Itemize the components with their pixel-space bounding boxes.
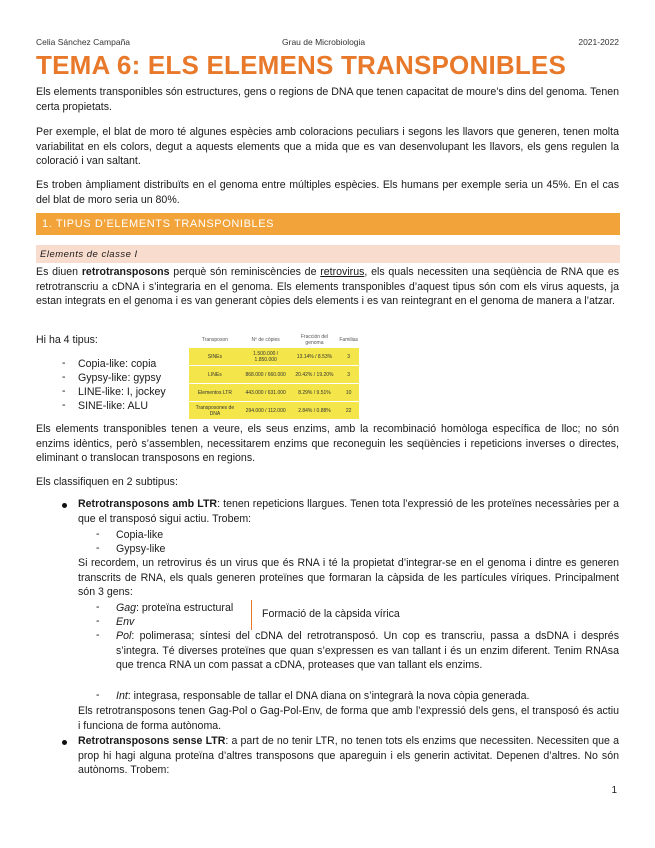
table-cell: 294.000 / 112.000 — [241, 402, 291, 420]
table-cell: 2.84% / 0.88% — [291, 402, 339, 420]
table-header-row — [189, 333, 359, 348]
noltr-paragraph — [78, 734, 619, 778]
table-cell: 3 — [338, 366, 359, 384]
int-name: Int — [116, 690, 128, 702]
type-item-gypsy: Gypsy-like: gypsy — [78, 372, 162, 384]
table-row — [189, 348, 359, 366]
dash-marker: - — [96, 615, 100, 627]
table-header-cell: Nº de còpies — [241, 333, 291, 348]
enzymes-paragraph: Els elements transponibles tenen a veure, els seus enzims, amb la recombinació homòloga específica de lloc; no són enzims idèntics, però s’assemblen, necessitarem enzims que reconeguin les seqüències i repeticions inverses o directes, eliminant o translocan transposons en regions. — [36, 423, 619, 465]
dash-marker: - — [62, 385, 66, 397]
table-cell: 868.000 / 660.000 — [241, 366, 291, 384]
table-cell: Elementos LTR — [189, 384, 241, 402]
ltr-item-gypsy: Gypsy-like — [116, 543, 166, 555]
gene-int — [116, 689, 529, 703]
table-header-cell: Transposon — [189, 333, 241, 348]
type-item-copia: Copia-like: copia — [78, 358, 157, 370]
retrovirus-link[interactable]: retrovirus — [320, 266, 365, 278]
table-cell: 13.14% / 8.53% — [291, 348, 339, 366]
noltr-text: : a part de no tenir LTR, no tenen tots els enzims que necessiten. Necessiten que a prop hi hagi alguna proteïna d’altres transposons que apareguin i els generin activitat. Depenen d’altres. No són autònoms. Trobem: — [78, 735, 619, 777]
intro-paragraph-2: Per exemple, el blat de moro té algunes espècies amb coloracions peculiars i segons les llavors que generen, tenen molta variabilitat en els colors, degut a aquests elements que a mida que es van desenvolupant les llavors, els gens regulen la coloració i van saltant. — [36, 126, 619, 168]
dash-marker: - — [96, 601, 100, 613]
dash-marker: - — [96, 689, 100, 701]
pol-text: : polimerasa; síntesi del cDNA del retrotransposó. Un cop es transcriu, passa a dsDNA i després s’integra. Té diverses proteïnes que quan s’expressen es van tallant i és un enzim diferent. Tenim RNAsa que trenca RNA un com passat a cDNA, proteases que van tallant els enzims. — [116, 630, 619, 672]
dash-marker: - — [96, 629, 100, 641]
class1-lead: Es diuen — [36, 266, 79, 278]
header-year: 2021-2022 — [578, 37, 619, 47]
table-cell: 1.500.000 / 1.850.000 — [241, 348, 291, 366]
gene-pol — [116, 629, 619, 673]
ltr-text: : tenen repeticions llargues. Tenen tota l’expressió de les proteïnes necessàries per a que el transposó sigui actiu. Trobem: — [78, 498, 619, 525]
gene-env — [116, 615, 134, 629]
class1-paragraph — [36, 265, 619, 309]
table-row — [189, 384, 359, 402]
subsection-heading: Elements de classe I — [40, 249, 138, 260]
table-header-cell: Fracción del genoma — [291, 333, 339, 348]
intro-paragraph-3: Es troben àmpliament distribuïts en el genoma entre múltiples espècies. Els humans per exemple seria un 45%. En el cas del blat de moro seria un 80%. — [36, 179, 619, 206]
dash-marker: - — [62, 357, 66, 369]
gag-name: Gag — [116, 602, 137, 614]
ltr-paragraph — [78, 497, 619, 526]
dash-marker: - — [62, 371, 66, 383]
dash-marker: - — [62, 399, 66, 411]
class1-mid: perquè són reminiscències de — [173, 266, 317, 278]
table-cell: 10 — [338, 384, 359, 402]
subsection-heading-band — [36, 245, 620, 263]
header-author: Celia Sánchez Campaña — [36, 37, 131, 47]
section-heading-band — [36, 213, 620, 235]
table-cell: SINEs — [189, 348, 241, 366]
page-number: 1 — [611, 785, 617, 796]
type-item-sine: SINE-like: ALU — [78, 400, 149, 412]
table-cell: 22 — [338, 402, 359, 420]
int-text: : integrasa, responsable de tallar el DNA diana on s’integrarà la nova còpia generada. — [127, 690, 530, 702]
table-cell: 20.42% / 19.20% — [291, 366, 339, 384]
subtypes-heading: Els classifiquen en 2 subtipus: — [36, 476, 178, 488]
brace-note: Formació de la càpsida vírica — [262, 608, 400, 620]
brace-bracket — [251, 600, 258, 630]
pol-name: Pol — [116, 630, 132, 642]
table-header-cell: Familias — [338, 333, 359, 348]
table-row — [189, 366, 359, 384]
types-heading: Hi ha 4 tipus: — [36, 334, 98, 346]
dash-marker: - — [96, 528, 100, 540]
table-cell: 3 — [338, 348, 359, 366]
gag-text: : proteïna estructural — [136, 602, 234, 614]
table-cell: 8.29% / 9.51% — [291, 384, 339, 402]
page-title: TEMA 6: ELS ELEMENS TRANSPONIBLES — [36, 50, 567, 80]
gene-gag — [116, 601, 233, 615]
header-course: Grau de Microbiologia — [282, 37, 366, 47]
ltr-closing-paragraph: Els retrotransposons tenen Gag-Pol o Gag-Pol-Env, de forma que amb l’expressió dels gens, el transposó és actiu i funciona de forma autònoma. — [78, 705, 619, 732]
bullet-marker — [62, 503, 67, 508]
env-name: Env — [116, 616, 135, 628]
class1-rest: , els quals necessiten una seqüència de RNA que es retrotranscriu a cDNA i s’integraria en el genoma. Els elements transponibles d’aquest tipus són com els virus aquests, ja estan integrats en el genoma i es van generant còpies dels elements i es van reintegrant en el genoma de manera a l’atzar. — [36, 266, 620, 308]
section-heading: 1. TIPUS D’ELEMENTS TRANSPONIBLES — [42, 218, 275, 230]
type-item-line: LINE-like: I, jockey — [78, 386, 166, 398]
dash-marker: - — [96, 542, 100, 554]
transposon-table — [189, 333, 359, 420]
ltr-term: Retrotransposons amb LTR — [78, 498, 218, 510]
table-cell: 443.000 / 631.000 — [241, 384, 291, 402]
ltr-item-copia: Copia-like — [116, 529, 164, 541]
bullet-marker — [62, 740, 67, 745]
table-cell: Transposones de DNA — [189, 402, 241, 420]
noltr-term: Retrotransposons sense LTR — [78, 735, 226, 747]
retrotransposons-term: retrotransposons — [81, 266, 170, 278]
retrovirus-paragraph: Si recordem, un retrovirus és un virus que és RNA i té la propietat d’integrar-se en el genoma i dintre es generen transcrits de RNA, els quals generen proteïnes que formaran la càpsida de les partícules víriques. Principalment són 3 gens: — [78, 557, 619, 599]
intro-paragraph-1: Els elements transponibles són estructures, gens o regions de DNA que tenen capacitat de moure’s dins del genoma. Tenen certa propietats. — [36, 86, 619, 113]
table-cell: LINEs — [189, 366, 241, 384]
table-row — [189, 402, 359, 420]
